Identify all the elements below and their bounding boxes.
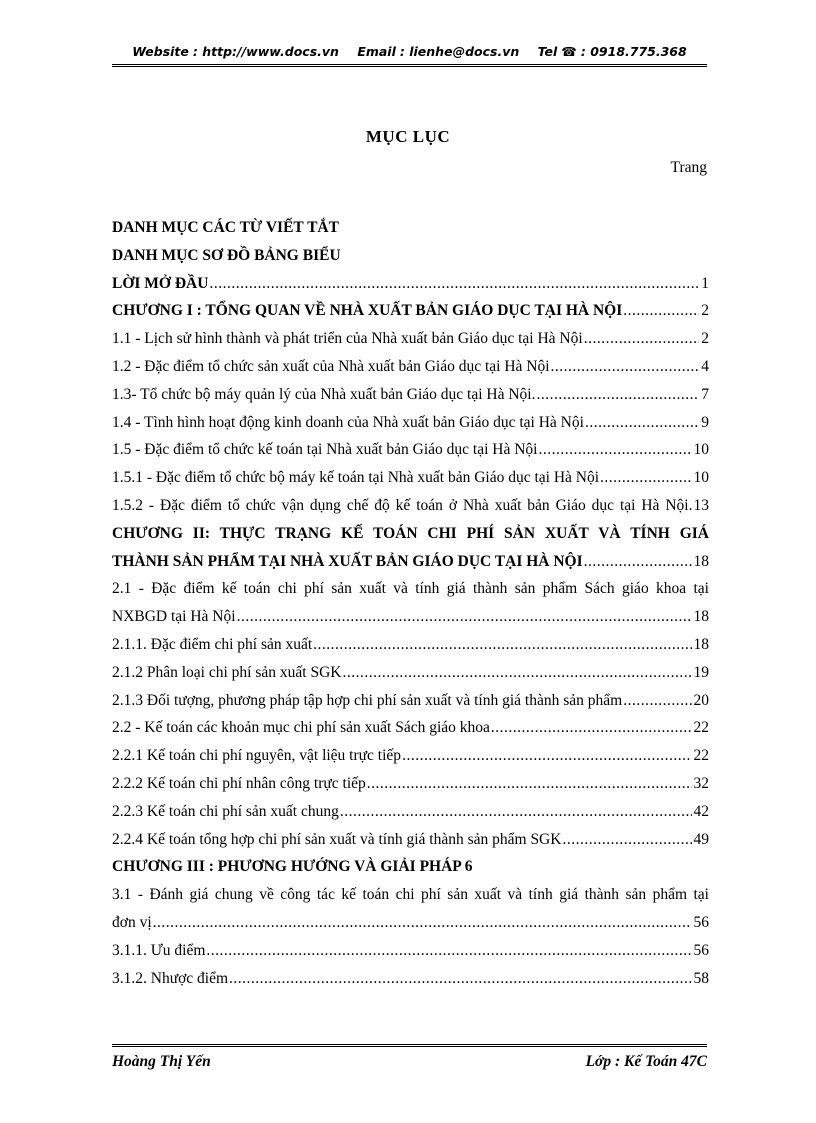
dot-leader bbox=[585, 409, 699, 437]
toc-entry bbox=[112, 937, 709, 965]
toc-entry bbox=[112, 548, 709, 576]
toc-entry-page: 7 bbox=[701, 385, 709, 403]
toc-entry bbox=[112, 965, 709, 993]
header-divider bbox=[112, 64, 707, 67]
dot-leader bbox=[562, 826, 691, 854]
toc-entry-page: 9 bbox=[701, 413, 709, 431]
toc-entry-text: CHƯƠNG III : PHƯƠNG HƯỚNG VÀ GIẢI PHÁP 6 bbox=[112, 858, 473, 876]
toc-entry bbox=[112, 603, 709, 631]
toc-entry-text: 3.1.1. Ưu điểm bbox=[112, 941, 206, 959]
toc-entry-text: 2.2 - Kế toán các khoản mục chi phí sản xuất Sách giáo khoa bbox=[112, 719, 490, 737]
dot-leader bbox=[206, 937, 691, 965]
toc-entry bbox=[112, 687, 709, 715]
dot-leader bbox=[600, 464, 691, 492]
toc-entry-text: 2.1.3 Đối tượng, phương pháp tập hợp chi phí sản xuất và tính giá thành sản phẩm bbox=[112, 691, 623, 709]
toc-entry-page: 18 bbox=[693, 635, 709, 653]
toc-entry-page: 19 bbox=[693, 663, 709, 681]
toc-entry bbox=[112, 353, 709, 381]
toc-entry bbox=[112, 409, 709, 437]
toc-entry-page: 58 bbox=[693, 969, 709, 987]
dot-leader bbox=[367, 770, 692, 798]
toc-entry-page: 49 bbox=[693, 830, 709, 848]
dot-leader bbox=[491, 714, 692, 742]
toc-entry-text: LỜI MỞ ĐẦU bbox=[112, 274, 209, 292]
page-footer bbox=[112, 1044, 707, 1071]
toc-entry-text: NXBGD tại Hà Nội bbox=[112, 608, 236, 626]
dot-leader bbox=[536, 381, 699, 409]
toc-entry-text: 3.1.2. Nhược điểm bbox=[112, 969, 229, 987]
toc-entry bbox=[112, 242, 709, 270]
toc-entry bbox=[112, 770, 709, 798]
toc-entry-page: 1 bbox=[701, 274, 709, 292]
toc-entry-page: 20 bbox=[693, 691, 709, 709]
website-value: : http://www.docs.vn bbox=[192, 44, 339, 59]
toc-entry bbox=[112, 881, 709, 909]
toc-entry-text: 1.5 - Đặc điểm tổ chức kế toán tại Nhà xuất bản Giáo dục tại Hà Nội bbox=[112, 441, 538, 459]
toc-entry-text: CHƯƠNG I : TỔNG QUAN VỀ NHÀ XUẤT BẢN GIÁO DỤC TẠI HÀ NỘI bbox=[112, 302, 623, 320]
dot-leader bbox=[584, 548, 692, 576]
toc-entry-page: 10 bbox=[693, 441, 709, 459]
toc-entry-page: 56 bbox=[693, 941, 709, 959]
dot-leader bbox=[402, 742, 691, 770]
toc-entry-page: 18 bbox=[693, 552, 709, 570]
email-label: Email bbox=[357, 44, 396, 59]
toc-entry bbox=[112, 381, 709, 409]
toc-entry bbox=[112, 714, 709, 742]
footer-divider bbox=[112, 1044, 707, 1047]
footer-class: Lớp : Kế Toán 47C bbox=[585, 1053, 707, 1070]
toc-entry bbox=[112, 214, 709, 242]
toc-entry bbox=[112, 909, 709, 937]
toc-entry bbox=[112, 464, 709, 492]
dot-leader bbox=[342, 659, 691, 687]
toc-entry-text: 2.2.1 Kế toán chi phí nguyên, vật liệu trực tiếp bbox=[112, 747, 402, 765]
dot-leader bbox=[153, 909, 692, 937]
tel-value: : 0918.775.368 bbox=[580, 44, 687, 59]
toc-entry bbox=[112, 325, 709, 353]
toc-entry-page: 42 bbox=[693, 802, 709, 820]
toc-entry-text: 2.1.2 Phân loại chi phí sản xuất SGK bbox=[112, 663, 342, 681]
dot-leader bbox=[623, 297, 699, 325]
tel-label: Tel bbox=[537, 44, 558, 59]
website-label: Website bbox=[132, 44, 189, 59]
toc-entry bbox=[112, 798, 709, 826]
dot-leader bbox=[584, 325, 700, 353]
toc-entry-text: 2.2.4 Kế toán tổng hợp chi phí sản xuất và tính giá thành sản phẩm SGK bbox=[112, 830, 562, 848]
toc-entry-page: 4 bbox=[701, 357, 709, 375]
toc-entry bbox=[112, 270, 709, 298]
table-of-contents bbox=[112, 214, 709, 992]
header-contact-line bbox=[112, 44, 707, 59]
toc-entry-text: CHƯƠNG II: THỰC TRẠNG KẾ TOÁN CHI PHÍ SẢN XUẤT VÀ TÍNH GIÁ bbox=[112, 524, 709, 542]
dot-leader bbox=[538, 436, 691, 464]
toc-entry bbox=[112, 297, 709, 325]
toc-entry bbox=[112, 575, 709, 603]
toc-entry-page: 22 bbox=[693, 747, 709, 765]
toc-entry-text: 2.1 - Đặc điểm kế toán chi phí sản xuất và tính giá thành sản phẩm Sách giáo khoa tại bbox=[112, 580, 709, 598]
toc-entry-text: 1.4 - Tình hình hoạt động kinh doanh của Nhà xuất bản Giáo dục tại Hà Nội bbox=[112, 413, 584, 431]
toc-entry-page: 56 bbox=[693, 913, 709, 931]
toc-entry-page: 22 bbox=[693, 719, 709, 737]
toc-entry-text: DANH MỤC SƠ ĐỒ BẢNG BIỂU bbox=[112, 246, 341, 264]
toc-entry bbox=[112, 520, 709, 548]
toc-entry-text: DANH MỤC CÁC TỪ VIẾT TẮT bbox=[112, 219, 339, 236]
toc-entry-text: 2.2.2 Kế toán chi phí nhân công trực tiếp bbox=[112, 774, 366, 792]
toc-entry-text: THÀNH SẢN PHẨM TẠI NHÀ XUẤT BẢN GIÁO DỤC TẠI HÀ NỘI bbox=[112, 552, 583, 570]
dot-leader bbox=[340, 798, 692, 826]
phone-icon: ☎ bbox=[561, 44, 577, 59]
toc-entry-page: 10 bbox=[693, 469, 709, 487]
page-title: MỤC LỤC bbox=[365, 127, 451, 146]
page-header bbox=[112, 44, 707, 67]
page-column-label: Trang bbox=[670, 159, 707, 176]
toc-entry-text: 1.2 - Đặc điểm tổ chức sản xuất của Nhà xuất bản Giáo dục tại Hà Nội bbox=[112, 357, 550, 375]
toc-entry-text: 1.5.2 - Đặc điểm tổ chức vận dụng chế độ kế toán ở Nhà xuất bản Giáo dục tại Hà Nội. bbox=[112, 496, 693, 514]
toc-entry-text: 1.3- Tổ chức bộ máy quản lý của Nhà xuất bản Giáo dục tại Hà Nội. bbox=[112, 385, 536, 403]
dot-leader bbox=[209, 270, 699, 298]
toc-entry bbox=[112, 492, 709, 520]
dot-leader bbox=[237, 603, 692, 631]
dot-leader bbox=[313, 631, 691, 659]
email-value: : lienhe@docs.vn bbox=[399, 44, 520, 59]
toc-entry-text: đơn vị bbox=[112, 913, 152, 931]
toc-entry bbox=[112, 742, 709, 770]
toc-entry-text: 3.1 - Đánh giá chung về công tác kế toán chi phí sản xuất và tính giá thành sản phẩm tại bbox=[112, 886, 709, 904]
toc-entry bbox=[112, 436, 709, 464]
toc-entry bbox=[112, 826, 709, 854]
toc-entry-text: 1.5.1 - Đặc điểm tổ chức bộ máy kế toán tại Nhà xuất bản Giáo dục tại Hà Nội bbox=[112, 469, 600, 487]
dot-leader bbox=[623, 687, 691, 715]
toc-entry-page: 32 bbox=[693, 774, 709, 792]
toc-entry-page: 18 bbox=[693, 608, 709, 626]
footer-author: Hoàng Thị Yến bbox=[112, 1053, 211, 1070]
toc-entry-page: 13 bbox=[693, 496, 709, 514]
dot-leader bbox=[229, 965, 691, 993]
toc-entry-text: 1.1 - Lịch sử hình thành và phát triển của Nhà xuất bản Giáo dục tại Hà Nội bbox=[112, 330, 583, 348]
toc-entry-text: 2.2.3 Kế toán chi phí sản xuất chung bbox=[112, 802, 339, 820]
toc-entry-page: 2 bbox=[701, 302, 709, 320]
toc-entry bbox=[112, 853, 709, 881]
toc-entry-text: 2.1.1. Đặc điểm chi phí sản xuất bbox=[112, 635, 313, 653]
dot-leader bbox=[551, 353, 700, 381]
toc-entry-page: 2 bbox=[701, 330, 709, 348]
toc-entry bbox=[112, 631, 709, 659]
toc-entry bbox=[112, 659, 709, 687]
